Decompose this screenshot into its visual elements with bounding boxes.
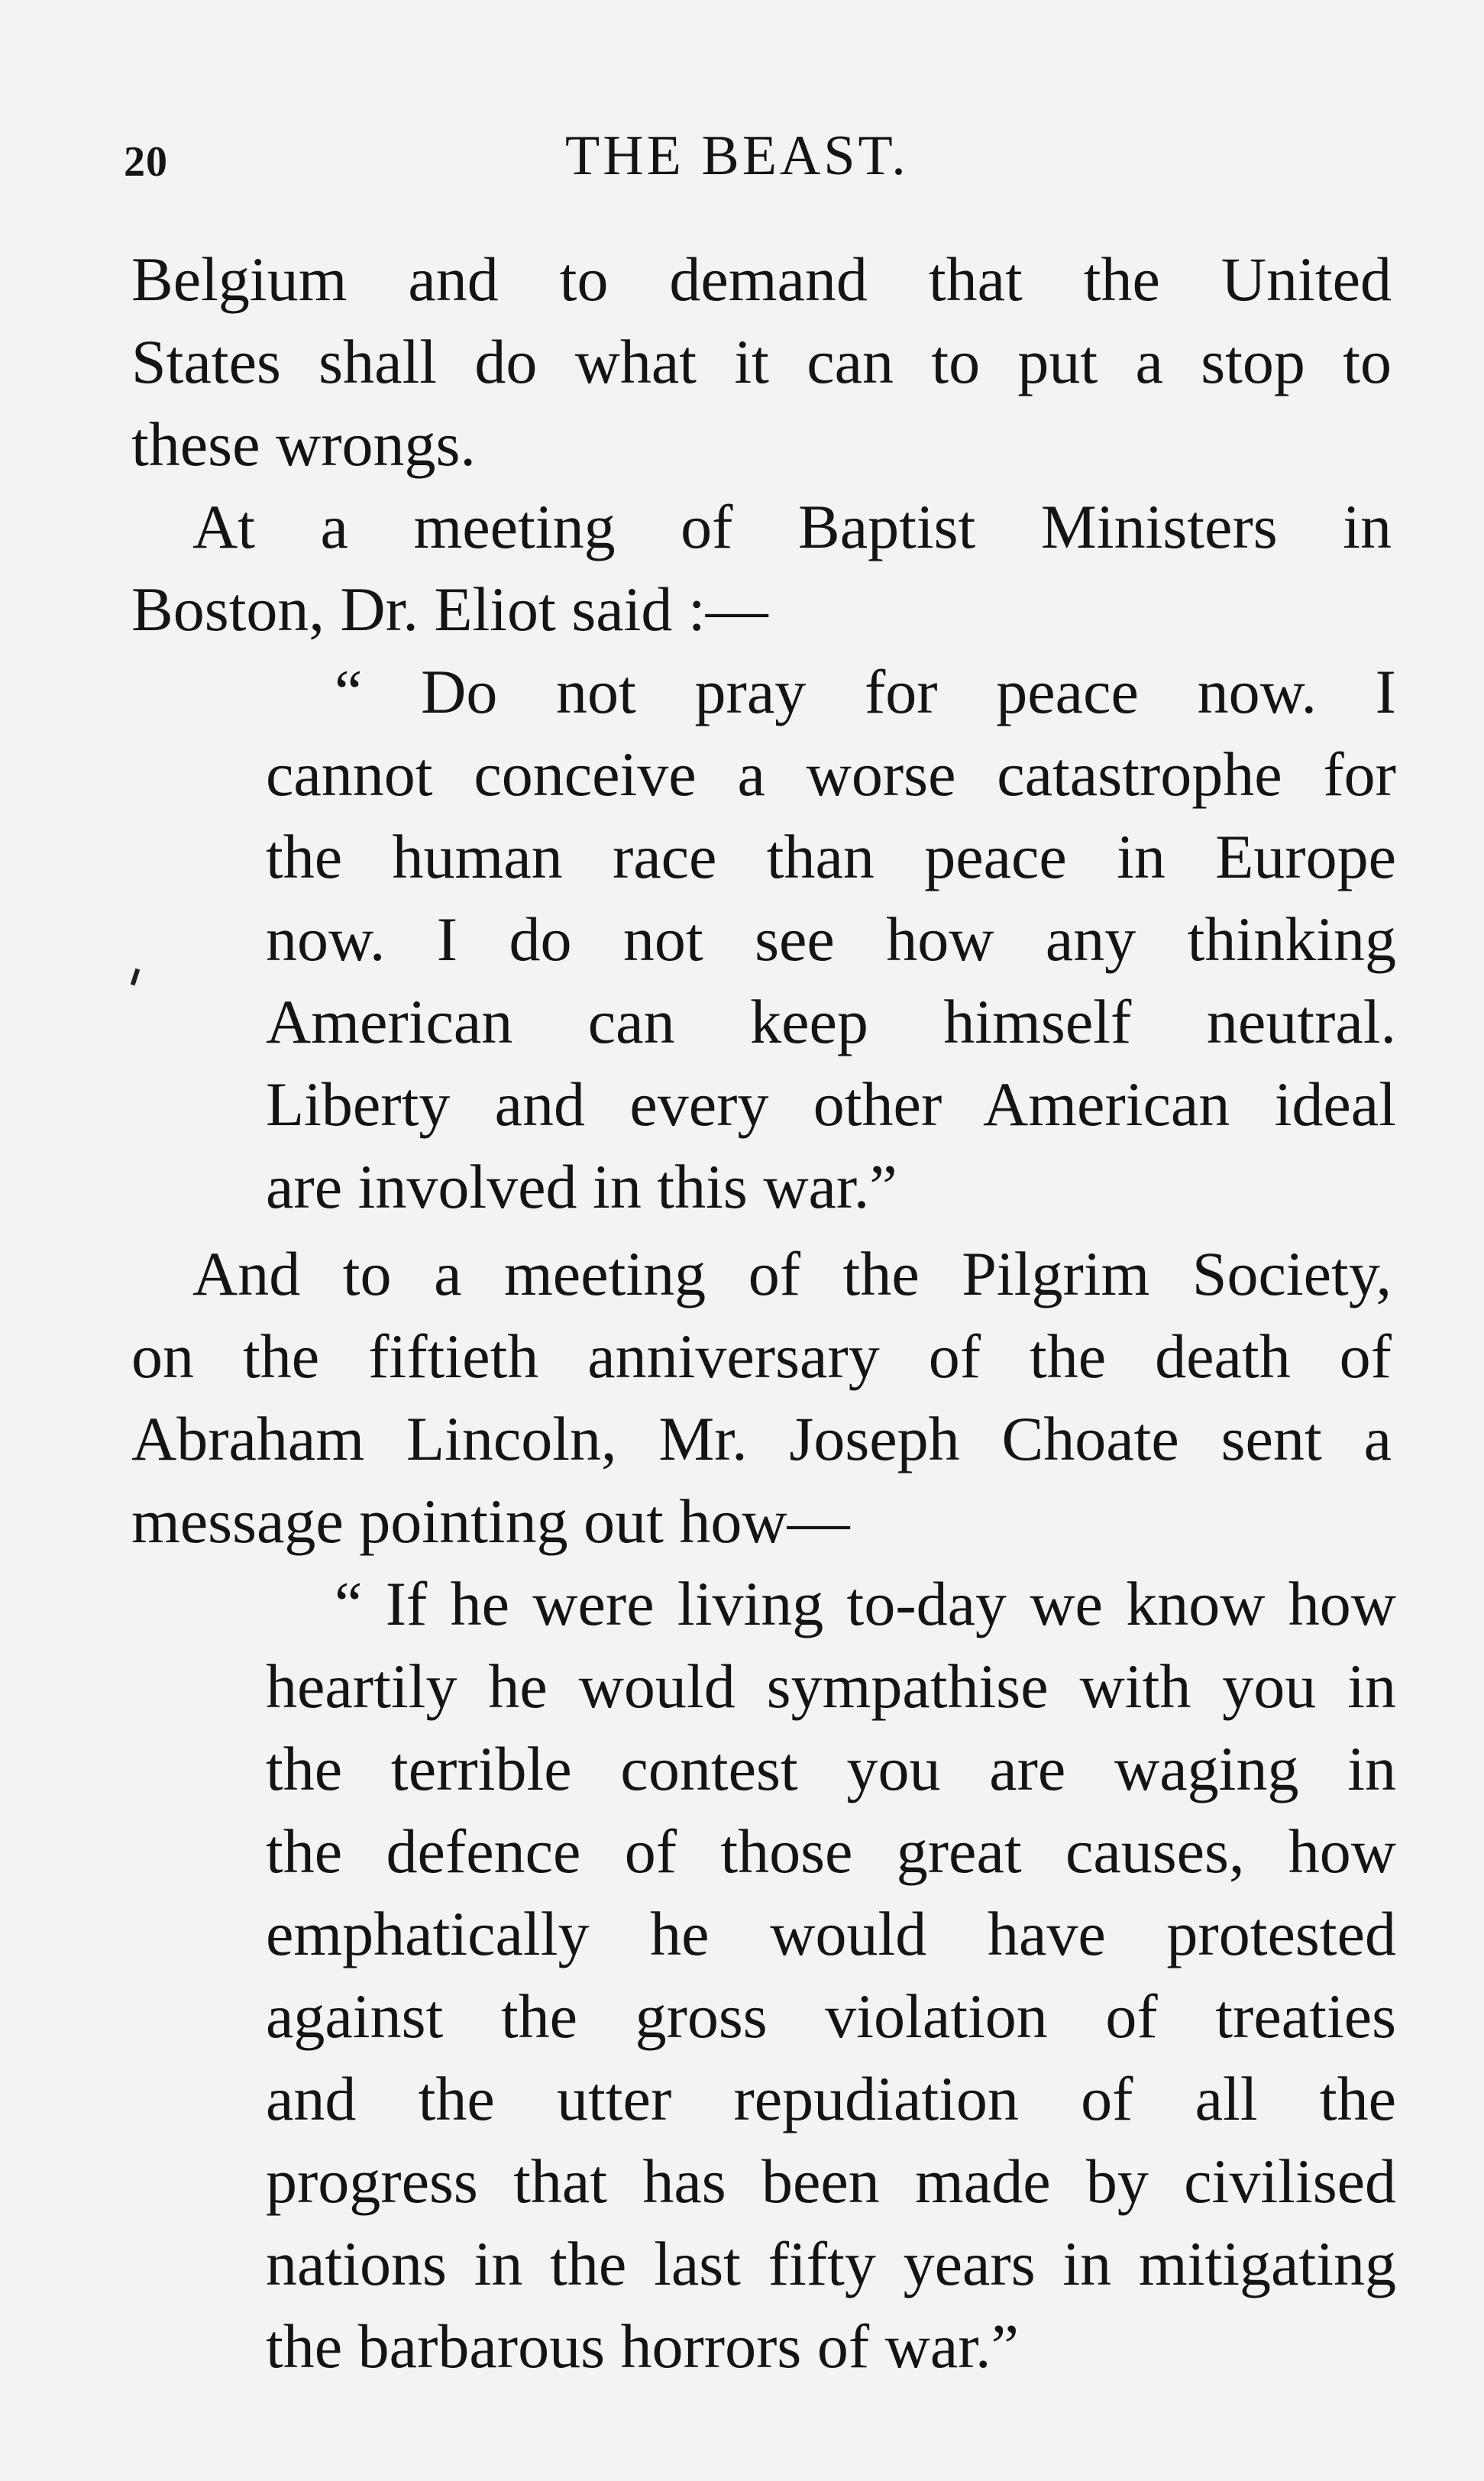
text-line: American can keep himself neutral.: [266, 987, 1396, 1056]
running-head: THE BEAST.: [565, 125, 909, 187]
text-line: these wrongs.: [131, 409, 476, 479]
page-header: [0, 115, 1484, 191]
text-line: and the utter repudiation of all the: [266, 2064, 1396, 2133]
text-line: now. I do not see how any thinking: [266, 904, 1396, 974]
text-line: “ If he were living to-day we know how: [335, 1569, 1396, 1638]
text-line: Belgium and to demand that the United: [131, 244, 1392, 314]
paragraph-baptist-meeting: [131, 486, 1392, 651]
paragraph-pilgrim-society: [131, 1233, 1392, 1563]
text-line: the human race than peace in Europe: [266, 822, 1396, 891]
quote-eliot: [266, 651, 1396, 1228]
text-line: on the fiftieth anniversary of the death of: [131, 1321, 1392, 1391]
text-line: against the gross violation of treaties: [266, 1981, 1396, 2051]
text-line: the terrible contest you are waging in: [266, 1734, 1396, 1803]
text-line: heartily he would sympathise with you in: [266, 1651, 1396, 1721]
text-line: nations in the last fifty years in mitigating: [266, 2229, 1396, 2298]
text-line: Boston, Dr. Eliot said :—: [131, 574, 768, 644]
text-line: Liberty and every other American ideal: [266, 1069, 1396, 1139]
text-line: message pointing out how—: [131, 1486, 850, 1556]
text-line: emphatically he would have protested: [266, 1899, 1396, 1968]
text-line: States shall do what it can to put a stop to: [131, 327, 1392, 396]
text-line: are involved in this war.”: [266, 1152, 897, 1221]
ink-mark: [131, 969, 141, 986]
text-line: cannot conceive a worse catastrophe for: [266, 739, 1396, 809]
page-number: 20: [124, 138, 168, 186]
paragraph-belgium: [131, 238, 1392, 486]
text-line: “ Do not pray for peace now. I: [335, 657, 1396, 726]
text-line: At a meeting of Baptist Ministers in: [192, 492, 1392, 561]
text-line: the barbarous horrors of war.”: [266, 2311, 1019, 2381]
text-line: And to a meeting of the Pilgrim Society,: [192, 1239, 1392, 1308]
quote-choate: [266, 1563, 1396, 2388]
text-line: progress that has been made by civilised: [266, 2146, 1396, 2216]
text-line: Abraham Lincoln, Mr. Joseph Choate sent a: [131, 1404, 1392, 1473]
text-line: the defence of those great causes, how: [266, 1816, 1396, 1886]
